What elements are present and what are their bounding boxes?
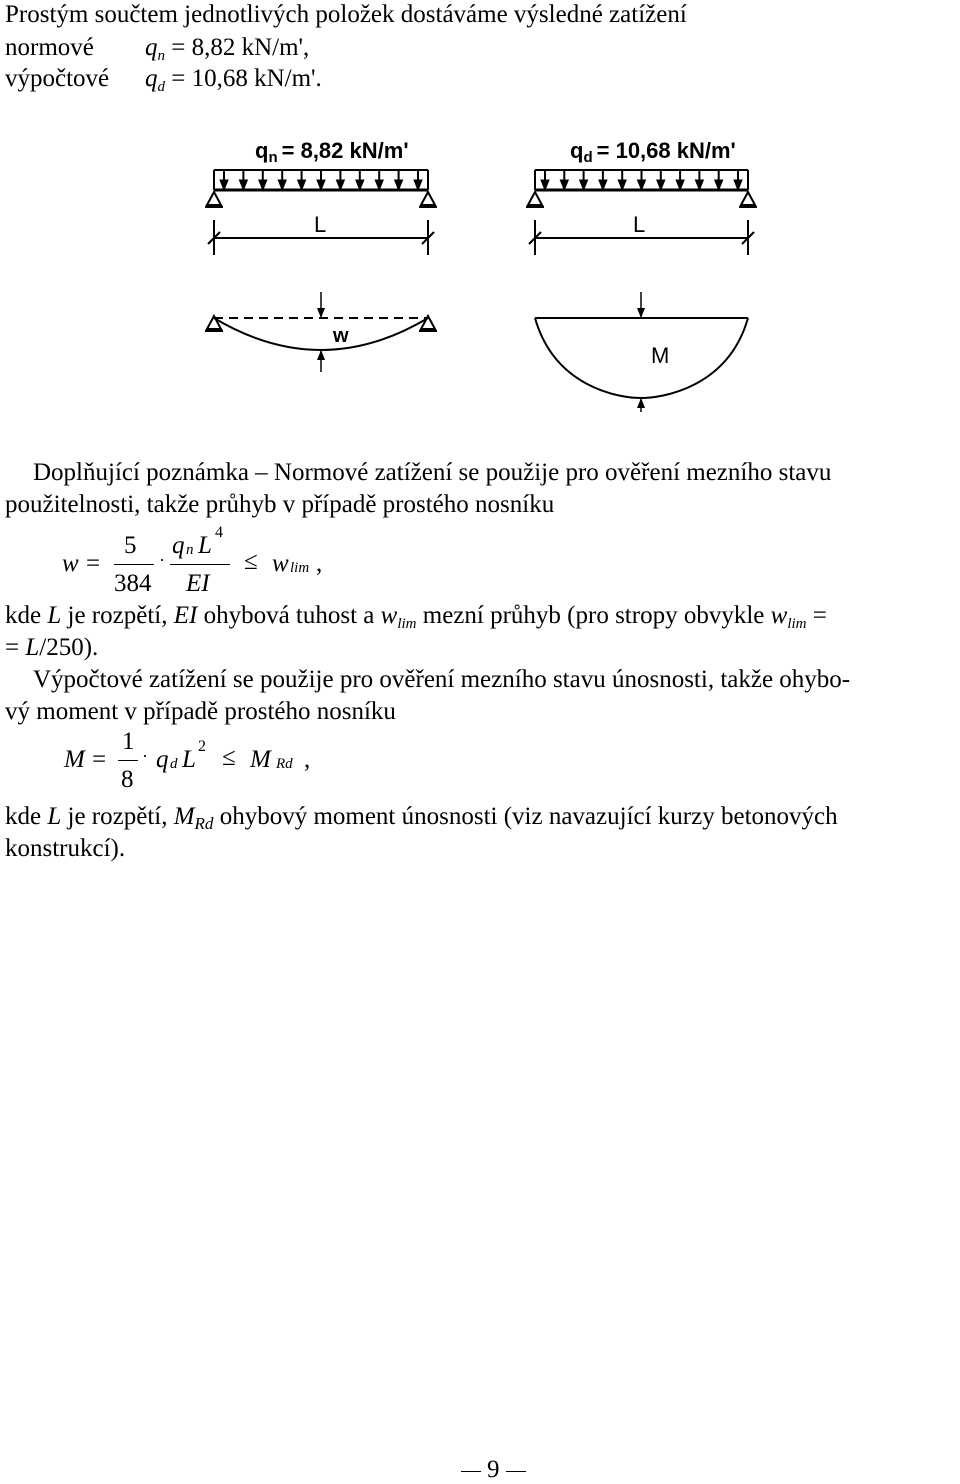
design-line-1: Výpočtové zatížení se použije pro ověření mezního stavu únosnosti, takže ohybo- [33, 666, 851, 693]
eq1-wlim-sub: lim [290, 560, 310, 576]
note-line-2: použitelnosti, takže průhyb v případě prostého nosníku [5, 491, 555, 518]
right-load-label: qd = 10,68 kN/m' [570, 138, 736, 166]
eq1-q: q [172, 532, 185, 559]
eq1-dot: · [159, 550, 165, 570]
design-value: = 10,68 kN/m'. [171, 65, 322, 92]
right-span-label: L [633, 212, 646, 237]
left-distributed-load [214, 170, 428, 190]
page-number-text: 9 [487, 1456, 500, 1483]
explain2-line-2: konstrukcí). [5, 835, 126, 862]
eq2-dot: · [142, 746, 148, 766]
left-load-label: qn = 8,82 kN/m' [255, 138, 409, 166]
normal-label: normové [5, 34, 94, 61]
eq1-wlim: w [272, 550, 289, 577]
eq1-den384: 384 [114, 570, 152, 597]
left-span-label: L [314, 212, 327, 237]
eq1-le: ≤ [244, 548, 258, 575]
intro-line-normal [5, 33, 309, 66]
right-support-roller [739, 192, 757, 207]
note-line-1 [5, 458, 955, 488]
eq2-MRd-sub: Rd [276, 756, 293, 772]
moment-label: M [651, 343, 670, 368]
page-number [455, 1456, 532, 1484]
intro-line-1: Prostým součtem jednotlivých položek dostáváme výsledné zatížení [5, 1, 687, 28]
page-dash-right [506, 1471, 526, 1472]
eq1-w: w [62, 550, 79, 577]
eq2-den8: 8 [121, 766, 134, 793]
equation-moment [0, 728, 960, 798]
left-support-roller [419, 192, 437, 207]
eq1-L: L [198, 532, 212, 559]
right-support-pin [526, 192, 544, 207]
design-line-2: vý moment v případě prostého nosníku [5, 698, 396, 725]
explain-line-1: kde L je rozpětí, EI ohybová tuhost a $w_{lim}$ mezní průhyb (pro stropy obvykle $w_{lim}$ = [5, 602, 827, 632]
explain-line-2: = L/250). [5, 634, 99, 661]
eq2-fraction-bar [118, 760, 138, 761]
explain2-line-1: kde L je rozpětí, $M_{Rd}$ ohybový moment únosnosti (viz navazující kurzy betonových [5, 803, 838, 833]
normal-subscript: n [157, 48, 165, 64]
eq2-comma: , [304, 746, 311, 773]
intro-line-design [5, 64, 322, 97]
normal-value: = 8,82 kN/m', [171, 34, 310, 61]
eq2-equals: = [92, 746, 107, 773]
eq1-comma: , [316, 550, 323, 577]
deflection-label: w [333, 325, 349, 347]
note-text-1: Doplňující poznámka – Normové zatížení se použije pro ověření mezního stavu [33, 459, 832, 486]
moment-diagram [535, 292, 748, 412]
eq1-exp: 4 [215, 524, 223, 541]
design-subscript: d [157, 79, 165, 95]
eq1-equals: = [86, 550, 101, 577]
eq1-EI: EI [186, 570, 210, 597]
eq1-fraction-bar-2 [170, 564, 230, 565]
normal-symbol: q [145, 34, 158, 61]
eq1-fraction-bar-1 [114, 564, 154, 565]
equation-deflection [0, 520, 960, 600]
eq2-q: q [156, 746, 169, 773]
right-distributed-load [535, 170, 748, 190]
eq2-MRd: M [250, 746, 271, 773]
eq2-num1: 1 [122, 728, 135, 755]
eq2-q-sub: d [170, 756, 178, 772]
eq2-L: L [182, 746, 196, 773]
deflection-diagram [205, 292, 437, 372]
eq2-M: M [64, 746, 85, 773]
beam-diagram [0, 120, 960, 420]
page-dash-left [461, 1471, 481, 1472]
design-symbol: q [145, 65, 158, 92]
eq2-exp: 2 [198, 738, 206, 755]
eq1-q-sub: n [186, 542, 194, 558]
eq2-le: ≤ [222, 744, 236, 771]
eq1-num5: 5 [124, 532, 137, 559]
left-support-pin [205, 192, 223, 207]
design-label: výpočtové [5, 65, 110, 92]
